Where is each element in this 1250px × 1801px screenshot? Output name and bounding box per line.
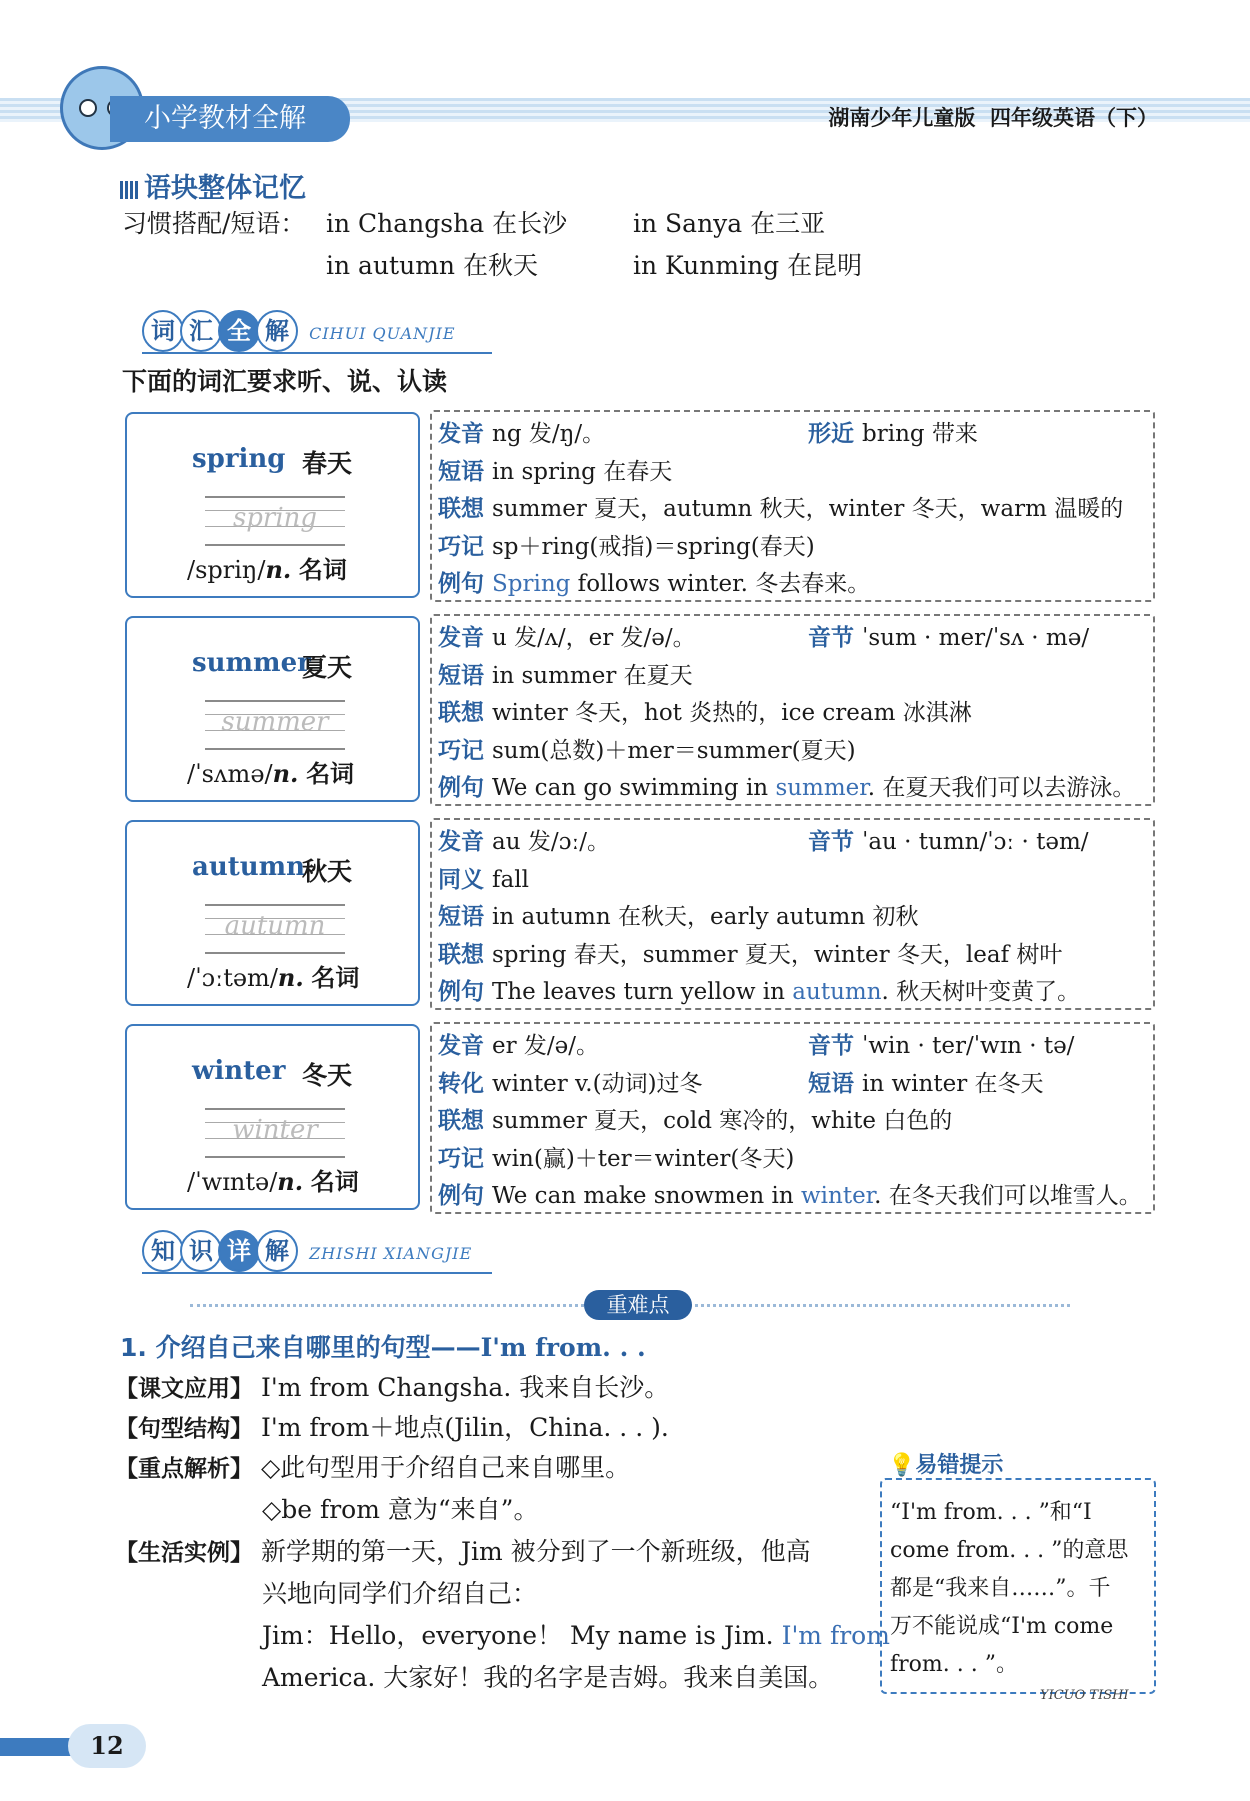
word-card-autumn xyxy=(125,820,420,1006)
phrase-1: in Changsha 在长沙 xyxy=(326,209,568,238)
script-word: winter xyxy=(232,1115,318,1145)
word-detail-summer xyxy=(430,614,1155,806)
detail-row: 联想 spring 春天，summer 夏天，winter 冬天，leaf 树叶 xyxy=(438,940,1063,968)
word: summer xyxy=(192,648,311,678)
phrase-4: in Kunming 在昆明 xyxy=(633,251,863,280)
detail-row: 巧记 sum(总数)＋mer＝summer(夏天) xyxy=(438,736,856,764)
word-meaning: 春天 xyxy=(302,449,353,478)
word-detail-winter xyxy=(430,1022,1155,1214)
knowledge-banner: 知 识 详 解 ZHISHI XIANGJIE xyxy=(142,1230,492,1276)
phrase-2: in Sanya 在三亚 xyxy=(633,209,826,238)
chunk-memory-title: 语块整体记忆 xyxy=(120,166,306,205)
point1-title: 1. 介绍自己来自哪里的句型——I'm from. . . xyxy=(120,1333,646,1362)
detail-row-secondary: 形近 bring 带来 xyxy=(808,420,978,447)
tip-line: “I'm from. . . ”和“I xyxy=(890,1500,1092,1525)
detail-row-secondary: 音节 ˈwin · ter/ˈwɪn · tə/ xyxy=(808,1032,1075,1059)
detail-row-secondary: 音节 ˈsum · mer/ˈsʌ · mə/ xyxy=(808,624,1090,651)
lightbulb-icon: 💡 xyxy=(888,1453,916,1478)
detail-row: 转化 winter v.(动词)过冬 xyxy=(438,1069,703,1097)
detail-row: 发音 u 发/ʌ/，er 发/ə/。 xyxy=(438,624,696,651)
word-detail-spring xyxy=(430,410,1155,602)
detail-row: 短语 in spring 在春天 xyxy=(438,457,673,485)
detail-row: 联想 summer 夏天，cold 寒冷的，white 白色的 xyxy=(438,1107,953,1134)
vocab-instruction: 下面的词汇要求听、说、认读 xyxy=(122,367,448,396)
life-row-4: America. 大家好！我的名字是吉姆。我来自美国。 xyxy=(262,1663,834,1692)
word: autumn xyxy=(192,852,306,882)
word: winter xyxy=(192,1056,286,1086)
detail-row: 巧记 win(赢)＋ter＝winter(冬天) xyxy=(438,1144,795,1172)
detail-row-secondary: 短语 in winter 在冬天 xyxy=(808,1069,1044,1097)
header-info: 湖南少年儿童版 四年级英语（下） xyxy=(828,105,1158,130)
detail-row-secondary: 音节 ˈau · tumn/ˈɔː · təm/ xyxy=(808,828,1089,855)
detail-row: 发音 au 发/ɔː/。 xyxy=(438,828,610,855)
tip-line: from. . . ”。 xyxy=(890,1652,1018,1677)
word-card-winter xyxy=(125,1024,420,1210)
tip-line: 万不能说成“I'm come xyxy=(890,1614,1114,1639)
book-title: 小学教材全解 xyxy=(110,96,350,142)
word: spring xyxy=(192,444,286,474)
chunk-label: 习惯搭配/短语： xyxy=(122,209,306,238)
analysis-row-2: ◇be from 意为“来自”。 xyxy=(262,1495,539,1524)
phrase-3: in autumn 在秋天 xyxy=(326,251,538,280)
word-meaning: 秋天 xyxy=(302,857,353,886)
word-meaning: 冬天 xyxy=(302,1061,353,1090)
phonetic: /ˈsʌmə/n. 名词 xyxy=(187,759,355,788)
word-detail-autumn xyxy=(430,818,1155,1010)
detail-row: 例句 The leaves turn yellow in autumn. 秋天树叶变黄了。 xyxy=(438,978,1081,1005)
page-number: 12 xyxy=(68,1724,146,1768)
detail-row: 短语 in summer 在夏天 xyxy=(438,661,693,689)
phonetic: /ˈɔːtəm/n. 名词 xyxy=(187,963,360,992)
detail-row: 短语 in autumn 在秋天，early autumn 初秋 xyxy=(438,903,919,930)
life-row: 【生活实例】 新学期的第一天，Jim 被分到了一个新班级，他高 xyxy=(115,1537,811,1566)
struct-row: 【句型结构】 I'm from＋地点(Jilin，China. . . ). xyxy=(115,1413,669,1442)
grid-icon xyxy=(120,181,138,199)
detail-row: 例句 Spring follows winter. 冬去春来。 xyxy=(438,570,871,597)
app-row: 【课文应用】 I'm from Changsha. 我来自长沙。 xyxy=(115,1373,670,1402)
detail-row: 联想 winter 冬天，hot 炎热的，ice cream 冰淇淋 xyxy=(438,699,972,726)
life-row-3: Jim：Hello，everyone！ My name is Jim. I'm from xyxy=(262,1621,890,1650)
phonetic: /spriŋ/n. 名词 xyxy=(187,555,347,584)
word-card-spring xyxy=(125,412,420,598)
script-word: spring xyxy=(232,503,318,533)
tip-line: 都是“我来自……”。千 xyxy=(890,1576,1111,1601)
script-word: autumn xyxy=(224,911,326,941)
detail-row: 巧记 sp＋ring(戒指)＝spring(春天) xyxy=(438,532,815,560)
detail-row: 发音 er 发/ə/。 xyxy=(438,1032,600,1059)
key-points-badge: 重难点 xyxy=(584,1290,692,1320)
detail-row: 例句 We can go swimming in summer. 在夏天我们可以去游泳。 xyxy=(438,774,1136,801)
word-card-summer xyxy=(125,616,420,802)
tip-box xyxy=(880,1478,1156,1694)
script-word: summer xyxy=(221,707,329,737)
detail-row: 发音 ng 发/ŋ/。 xyxy=(438,420,606,447)
tip-pinyin: YICUO TISHI xyxy=(1040,1688,1129,1703)
detail-row: 同义 fall xyxy=(438,865,529,893)
tip-title: 💡易错提示 xyxy=(888,1453,1004,1478)
tip-line: come from. . . ”的意思 xyxy=(890,1538,1129,1563)
vocab-banner: 词 汇 全 解 CIHUI QUANJIE xyxy=(142,310,492,356)
analysis-row: 【重点解析】 ◇此句型用于介绍自己来自哪里。 xyxy=(115,1453,631,1482)
phonetic: /ˈwɪntə/n. 名词 xyxy=(187,1167,359,1196)
life-row-2: 兴地向同学们介绍自己： xyxy=(262,1579,538,1608)
word-meaning: 夏天 xyxy=(302,653,353,682)
detail-row: 联想 summer 夏天，autumn 秋天，winter 冬天，warm 温暖的 xyxy=(438,495,1124,522)
detail-row: 例句 We can make snowmen in winter. 在冬天我们可以堆雪人。 xyxy=(438,1182,1142,1209)
